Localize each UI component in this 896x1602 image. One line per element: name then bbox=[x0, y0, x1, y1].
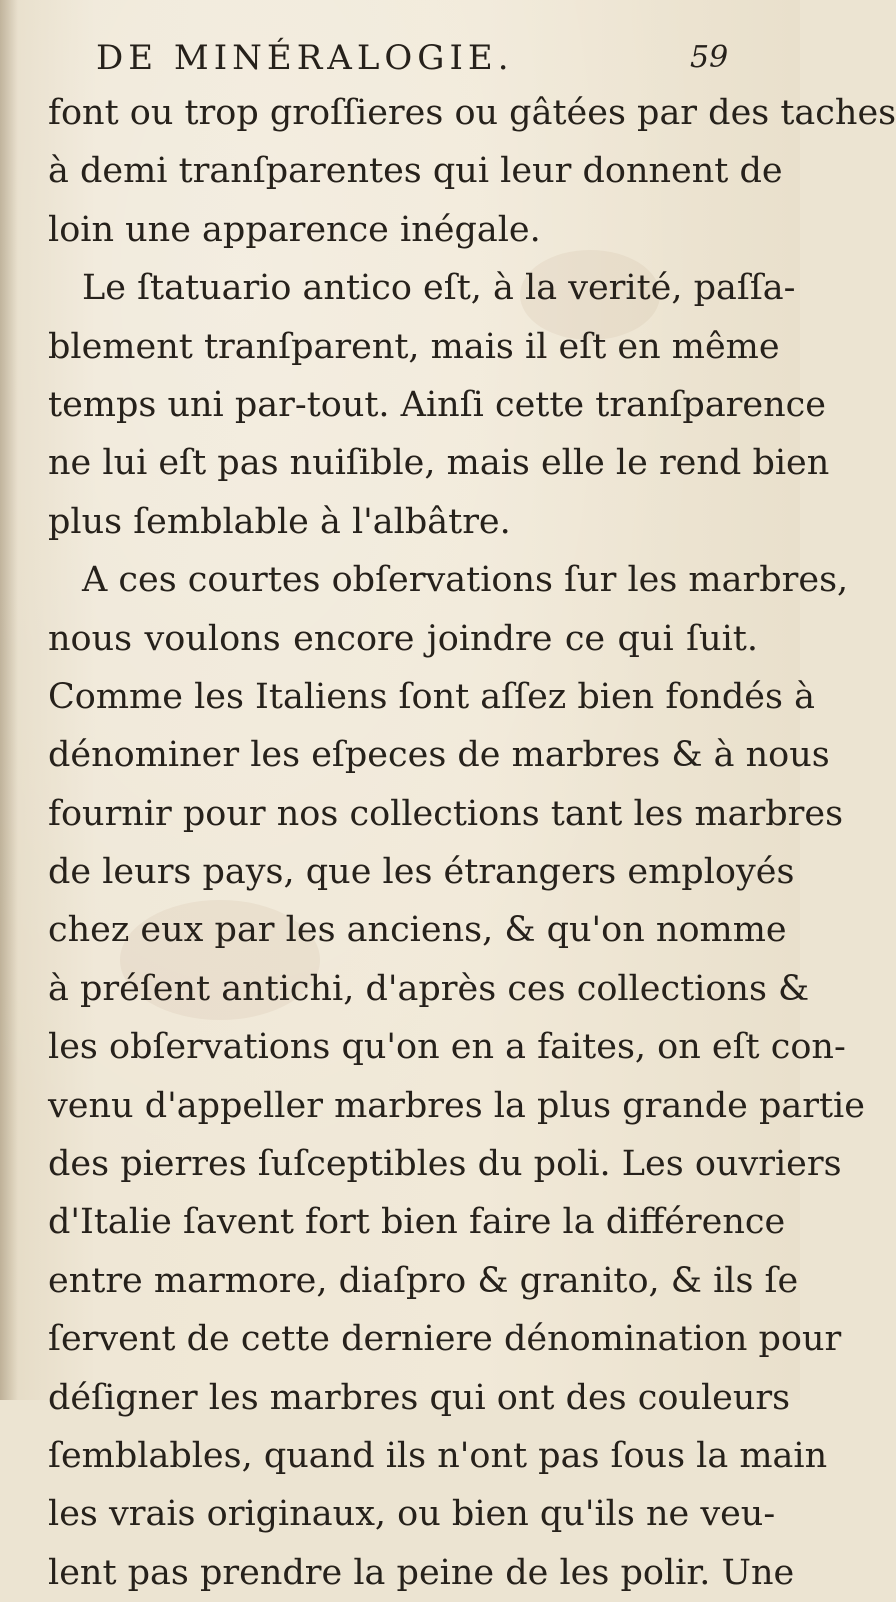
text-line: font ou trop groſſieres ou gâtées par des taches bbox=[48, 93, 896, 133]
text-line: les vrais originaux, ou bien qu'ils ne veu- bbox=[48, 1494, 776, 1535]
text-line: ſemblables, quand ils n'ont pas ſous la main bbox=[48, 1435, 828, 1476]
text-line: nous voulons encore joindre ce qui ſuit. bbox=[48, 618, 758, 659]
text-line: à demi tranſparentes qui leur donnent de bbox=[48, 151, 783, 192]
text-line: déſigner les marbres qui ont des couleurs bbox=[48, 1377, 791, 1418]
text-line: blement tranſparent, mais il eſt en même bbox=[48, 326, 780, 367]
text-line: Le ſtatuario antico eſt, à la verité, paſſa- bbox=[82, 268, 796, 309]
text-line: d'Italie ſavent fort bien faire la différence bbox=[48, 1202, 786, 1243]
text-line: de leurs pays, que les étrangers employés bbox=[48, 852, 795, 893]
text-line: dénominer les eſpeces de marbres & à nous bbox=[48, 735, 830, 776]
page-number: 59 bbox=[690, 40, 729, 75]
text-line: les obſervations qu'on en a faites, on eſt con- bbox=[48, 1027, 846, 1068]
text-line: Comme les Italiens ſont aſſez bien fondés à bbox=[48, 676, 815, 717]
text-line: fournir pour nos collections tant les marbres bbox=[48, 793, 844, 834]
text-line: lent pas prendre la peine de les polir. Une bbox=[48, 1552, 795, 1593]
text-line: à préſent antichi, d'après ces collections & bbox=[48, 968, 810, 1009]
text-line: venu d'appeller marbres la plus grande partie bbox=[48, 1085, 865, 1126]
text-line: ſervent de cette derniere dénomination pour bbox=[48, 1319, 842, 1360]
text-line: A ces courtes obſervations ſur les marbres, bbox=[82, 560, 849, 601]
page-header bbox=[0, 36, 800, 80]
running-head: DE MINÉRALOGIE. bbox=[96, 38, 514, 78]
gutter-shadow bbox=[0, 0, 18, 1400]
text-line: loin une apparence inégale. bbox=[48, 209, 541, 250]
text-line: entre marmore, diaſpro & granito, & ils ſe bbox=[48, 1260, 799, 1301]
text-line: temps uni par-tout. Ainſi cette tranſparence bbox=[48, 384, 826, 425]
text-line: plus ſemblable à l'albâtre. bbox=[48, 501, 511, 542]
text-line: ne lui eſt pas nuiſible, mais elle le rend bien bbox=[48, 443, 830, 484]
text-line: des pierres ſuſceptibles du poli. Les ouvriers bbox=[48, 1144, 842, 1185]
body-text bbox=[48, 84, 896, 1602]
text-line: chez eux par les anciens, & qu'on nomme bbox=[48, 910, 787, 951]
